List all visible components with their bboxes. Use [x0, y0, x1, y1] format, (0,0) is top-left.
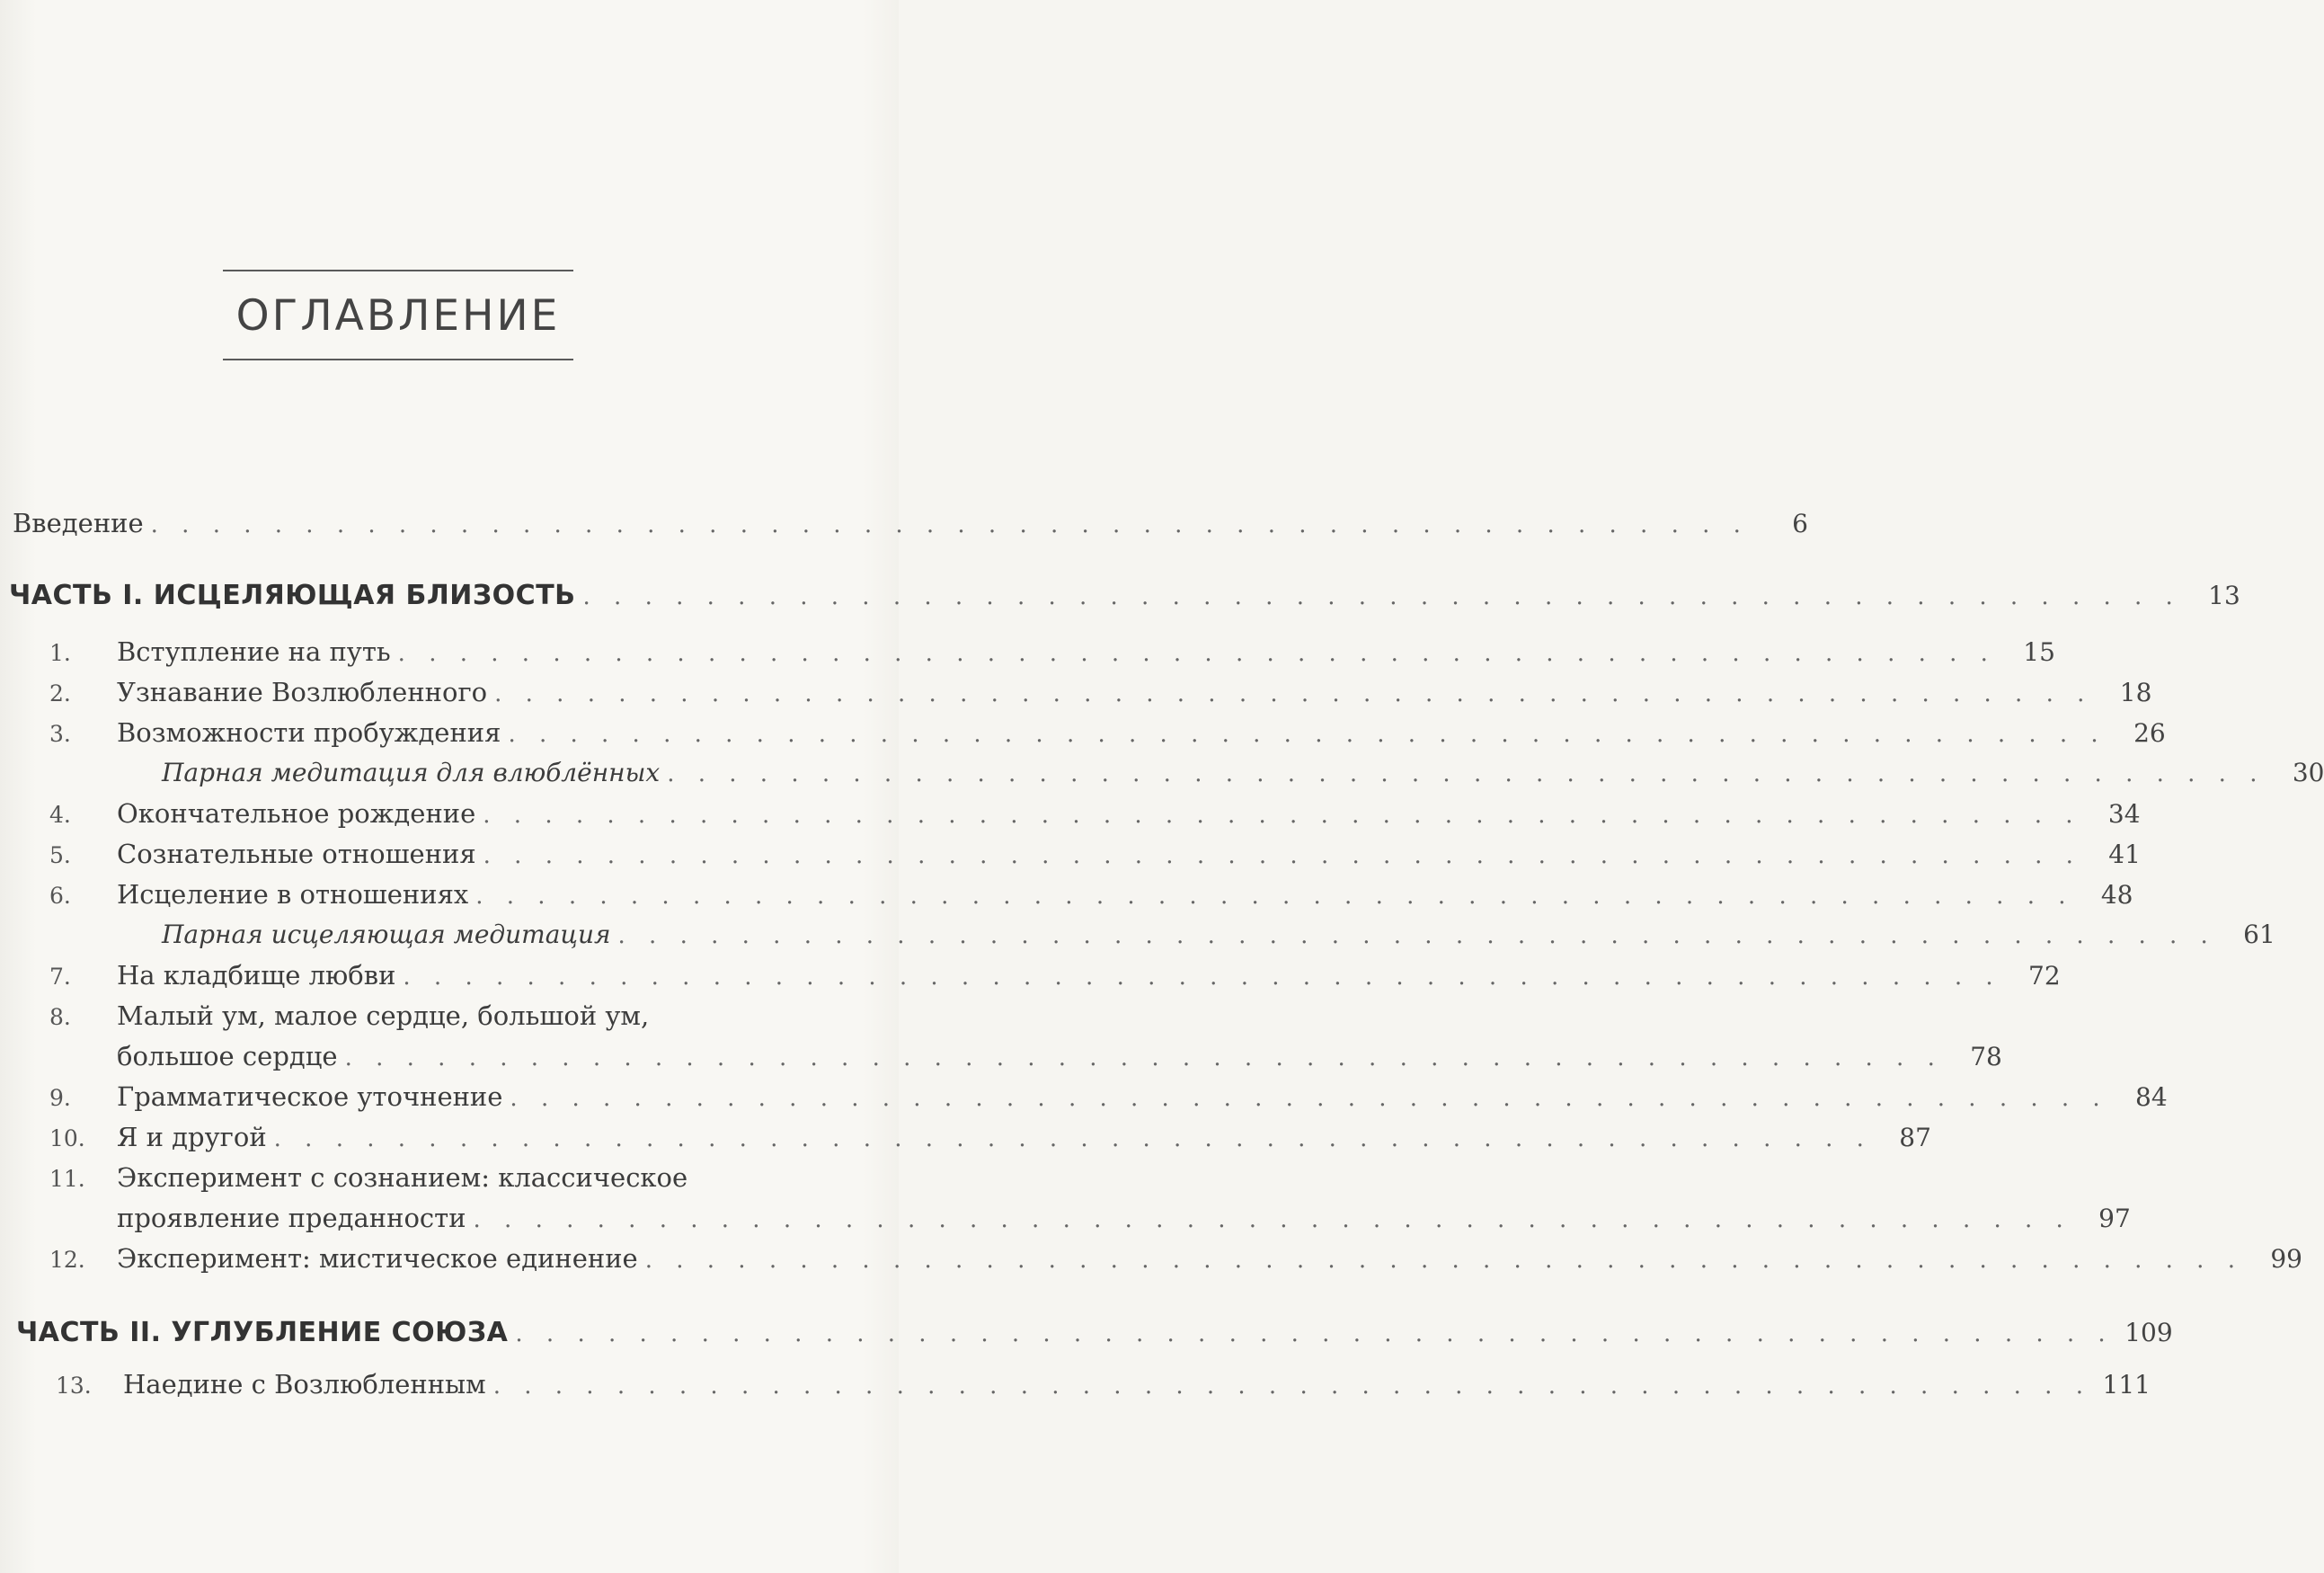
toc-entry-chapter-4[interactable]: [117, 798, 2141, 829]
toc-entry-page: 84: [2135, 1082, 2168, 1112]
toc-entry-label: Грамматическое уточнение: [117, 1081, 503, 1112]
toc-entry-chapter-12[interactable]: [117, 1243, 2302, 1274]
toc-entry-label: Парная медитация для влюблённых: [162, 758, 661, 787]
toc-entry-label: проявление преданности: [117, 1203, 466, 1233]
toc-entry-page: 30: [2292, 758, 2324, 787]
toc-entry-label-line1: Малый ум, малое сердце, большой ум,: [117, 1000, 650, 1031]
dot-leader: . . . . . . . . . . . . . . . . . . . . . . . . . . . . . . . . . . . . . . . . . . . . . . . . . . . .: [273, 1125, 1872, 1152]
toc-part-label: ЧАСТЬ II. УГЛУБЛЕНИЕ СОЮЗА: [16, 1317, 509, 1348]
toc-entry-chapter-7[interactable]: [117, 960, 2061, 991]
title-rule-bottom: [223, 359, 573, 360]
dot-leader: . . . . . . . . . . . . . . . . . . . . . . . . . . . . . . . . . . . . . . . . . . . . . . . . . . . .: [667, 760, 2266, 787]
toc-entry-number: 3.: [49, 721, 71, 747]
dot-leader: . . . . . . . . . . . . . . . . . . . . . . . . . . . . . . . . . . . . . . . . . . . . . . . . . . . .: [617, 922, 2216, 949]
toc-entry-label: Введение: [13, 508, 144, 538]
toc-entry-chapter-13[interactable]: [123, 1369, 2151, 1400]
toc-entry-chapter-5[interactable]: [117, 839, 2141, 869]
dot-leader: . . . . . . . . . . . . . . . . . . . . . . . . . . . . . . . . . . . . . . . . . . . . . . . . . . . .: [492, 1373, 2091, 1400]
dot-leader: . . . . . . . . . . . . . . . . . . . . . . . . . . . . . . . . . . . . . . . . . . . . . . . . . . . .: [582, 583, 2181, 610]
dot-leader: . . . . . . . . . . . . . . . . . . . . . . . . . . . . . . . . . . . . . . . . . . . . . . . . . . . .: [483, 842, 2081, 869]
toc-entry-label-line1: Эксперимент с сознанием: классическое: [117, 1162, 688, 1193]
toc-entry-page: 6: [1792, 509, 1808, 538]
dot-leader: . . . . . . . . . . . . . . . . . . . . . . . . . . . . . . . . . . . . . . . . . . . . . . . . . . . .: [508, 721, 2107, 748]
toc-entry-page: 99: [2270, 1244, 2302, 1274]
toc-entry-page: 48: [2100, 880, 2133, 910]
toc-entry-page: 15: [2023, 637, 2055, 667]
toc-entry-label: большое сердце: [117, 1041, 338, 1071]
toc-entry-page: 78: [1970, 1042, 2002, 1071]
toc-entry-page: 41: [2108, 840, 2141, 869]
page-title: ОГЛАВЛЕНИЕ: [235, 291, 561, 341]
toc-entry-number: 2.: [49, 680, 71, 707]
toc-entry-chapter-1[interactable]: [117, 636, 2055, 667]
toc-entry-page: 87: [1899, 1123, 1931, 1152]
toc-entry-part-2[interactable]: [16, 1317, 2173, 1348]
toc-entry-page: 26: [2133, 718, 2166, 748]
toc-entry-label: Исцеление в отношениях: [117, 879, 469, 910]
toc-entry-label: На кладбище любви: [117, 960, 396, 991]
toc-entry-number: 10.: [49, 1125, 85, 1151]
toc-entry-number: 12.: [49, 1247, 85, 1273]
dot-leader: . . . . . . . . . . . . . . . . . . . . . . . . . . . . . . . . . . . . . . . . . . . . . . . . . . . .: [397, 640, 1996, 667]
dot-leader: . . . . . . . . . . . . . . . . . . . . . . . . . . . . . . . . . . . . . . . . . . . . . . . . . . . .: [344, 1044, 1943, 1071]
toc-entry-number: 5.: [49, 842, 71, 868]
dot-leader: . . . . . . . . . . . . . . . . . . . . . . . . . . . . . . . . . . . . . . . . . . . . . . . . . . . .: [403, 964, 2001, 991]
dot-leader: . . . . . . . . . . . . . . . . . . . . . . . . . . . . . . . . . . . . . . . . . . . . . . . . . . . .: [483, 802, 2081, 829]
toc-entry-page: 18: [2119, 678, 2152, 707]
toc-entry-page: 34: [2107, 799, 2141, 829]
toc-entry-page: 61: [2243, 920, 2275, 949]
toc-entry-number: 8.: [49, 1004, 71, 1030]
toc-entry-chapter-2[interactable]: [117, 677, 2152, 707]
dot-leader: . . . . . . . . . . . . . . . . . . . . . . . . . . . . . . . . . . . . . . . . . . . . . . . . . . . .: [494, 680, 2093, 707]
toc-entry-page: 111: [2102, 1370, 2151, 1400]
toc-entry-number: 9.: [49, 1085, 71, 1111]
toc-entry-chapter-9[interactable]: [117, 1081, 2168, 1112]
toc-entry-label: Эксперимент: мистическое единение: [117, 1243, 638, 1274]
title-block: [223, 270, 573, 360]
toc-entry-number: 11.: [49, 1166, 85, 1192]
toc-entry-label: Возможности пробуждения: [117, 717, 501, 748]
toc-entry-label: Наедине с Возлюбленным: [123, 1369, 486, 1400]
dot-leader: . . . . . . . . . . . . . . . . . . . . . . . . . . . . . . . . . . . . . . . . . . . . . . . . . . . .: [473, 1206, 2071, 1233]
toc-entry-chapter-3[interactable]: [117, 717, 2166, 748]
toc-entry-introduction[interactable]: [13, 508, 1808, 538]
dot-leader: . . . . . . . . . . . . . . . . . . . . . . . . . . . . . . . . . . . . . . . . . . . . . . . . . . . .: [644, 1247, 2243, 1274]
dot-leader: . . . . . . . . . . . . . . . . . . . . . . . . . . . . . . . . . . . . . . . . . . . . . . . . . . . .: [510, 1085, 2108, 1112]
toc-entry-number: 6.: [49, 883, 71, 909]
toc-entry-number: 7.: [49, 964, 71, 990]
dot-leader: . . . . . . . . . . . . . . . . . . . . . . . . . . . . . . . . . . . . . . . . . . . . . . . . . . . .: [150, 511, 1749, 538]
toc-entry-label: Узнавание Возлюбленного: [117, 677, 488, 707]
toc-entry-part-1[interactable]: [9, 580, 2240, 611]
toc-entry-label: Я и другой: [117, 1122, 267, 1152]
toc-entry-chapter-6[interactable]: [117, 879, 2133, 910]
toc-entry-number: 13.: [56, 1373, 92, 1399]
toc-entry-page: 109: [2124, 1318, 2173, 1347]
toc-entry-label: Вступление на путь: [117, 636, 391, 667]
toc-entry-healing-meditation[interactable]: [162, 920, 2275, 949]
toc-entry-chapter-11[interactable]: [117, 1203, 2131, 1233]
toc-entry-page: 97: [2098, 1204, 2131, 1233]
toc-entry-chapter-10[interactable]: [117, 1122, 1931, 1152]
dot-leader: . . . . . . . . . . . . . . . . . . . . . . . . . . . . . . . . . . . . . . . . . . . . . . . . . . . .: [515, 1320, 2114, 1347]
toc-part-label: ЧАСТЬ I. ИСЦЕЛЯЮЩАЯ БЛИЗОСТЬ: [9, 580, 576, 611]
dot-leader: . . . . . . . . . . . . . . . . . . . . . . . . . . . . . . . . . . . . . . . . . . . . . . . . . . . .: [475, 883, 2074, 910]
toc-entry-label: Сознательные отношения: [117, 839, 476, 869]
toc-entry-page: 13: [2208, 581, 2240, 610]
toc-entry-page: 72: [2028, 961, 2061, 991]
toc-entry-chapter-8[interactable]: [117, 1041, 2002, 1071]
toc-entry-couple-meditation[interactable]: [162, 758, 2324, 787]
toc-entry-label: Окончательное рождение: [117, 798, 476, 829]
toc-entry-label: Парная исцеляющая медитация: [162, 920, 611, 949]
toc-entry-number: 1.: [49, 640, 71, 666]
toc-entry-number: 4.: [49, 802, 71, 828]
